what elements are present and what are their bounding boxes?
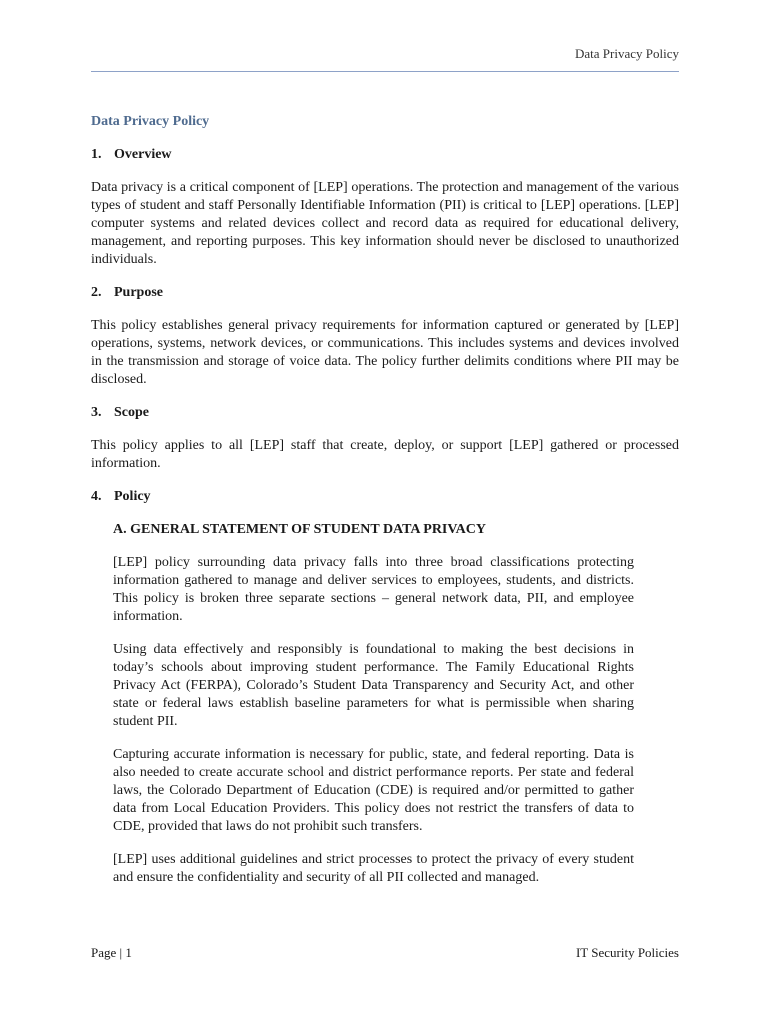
subsection-heading: A. GENERAL STATEMENT OF STUDENT DATA PRIVACY [113,522,487,537]
header-divider [91,71,679,72]
document-title: Data Privacy Policy [91,114,210,129]
running-header: Data Privacy Policy [575,46,679,61]
paragraph: Using data effectively and responsibly is foundational to making the best decisions in today’s schools about improving student performance. The Family Educational Rights Privacy Act (FERPA), Colorado’s Student Data Transparency and Security Act, and other state or federal laws establish baseline parameters for what is permissible when sharing student PII. [113,642,634,729]
document-body [91,113,679,902]
paragraph: Capturing accurate information is necessary for public, state, and federal reporting. Data is also needed to create accurate school and district performance reports. Per state and federal laws, the Colorado Department of Education (CDE) is required and/or permitted to gather data from Local Education Providers. This policy does not restrict the transfers of data to CDE, provided that laws do not prohibit such transfers. [113,747,634,834]
section-heading-scope [91,404,679,422]
section-title: Scope [114,405,149,420]
paragraph: Data privacy is a critical component of [LEP] operations. The protection and management of the various types of student and staff Personally Identifiable Information (PII) is critical to [LEP] operations. [LEP] computer systems and related devices collect and record data as required for educational delivery, management, and reporting purposes. This key information should never be disclosed to unauthorized individuals. [91,180,679,267]
paragraph: [LEP] uses additional guidelines and strict processes to protect the privacy of every student and ensure the confidentiality and security of all PII collected and managed. [113,852,634,885]
footer-page-number: Page | 1 [91,945,132,960]
footer-document-series: IT Security Policies [575,945,679,960]
section-number: 2. [91,285,102,300]
section-number: 4. [91,489,102,504]
section-heading-policy [91,488,679,506]
section-number: 3. [91,405,102,420]
paragraph: [LEP] policy surrounding data privacy falls into three broad classifications protecting information gathered to manage and deliver services to employees, students, and districts. This policy is broken three separate sections – general network data, PII, and employee information. [113,555,634,624]
section-title: Purpose [114,285,163,300]
paragraph: This policy applies to all [LEP] staff that create, deploy, or support [LEP] gathered or processed information. [91,438,679,471]
section-heading-purpose [91,284,679,302]
section-title: Overview [114,147,172,162]
section-heading-overview [91,146,679,164]
paragraph: This policy establishes general privacy requirements for information captured or generated by [LEP] operations, systems, network devices, or communications. This includes systems and devices involved in the transmission and storage of voice data. The policy further delimits conditions where PII may be disclosed. [91,318,679,387]
section-number: 1. [91,147,102,162]
section-title: Policy [114,489,151,504]
subsection-general-statement [113,521,634,887]
